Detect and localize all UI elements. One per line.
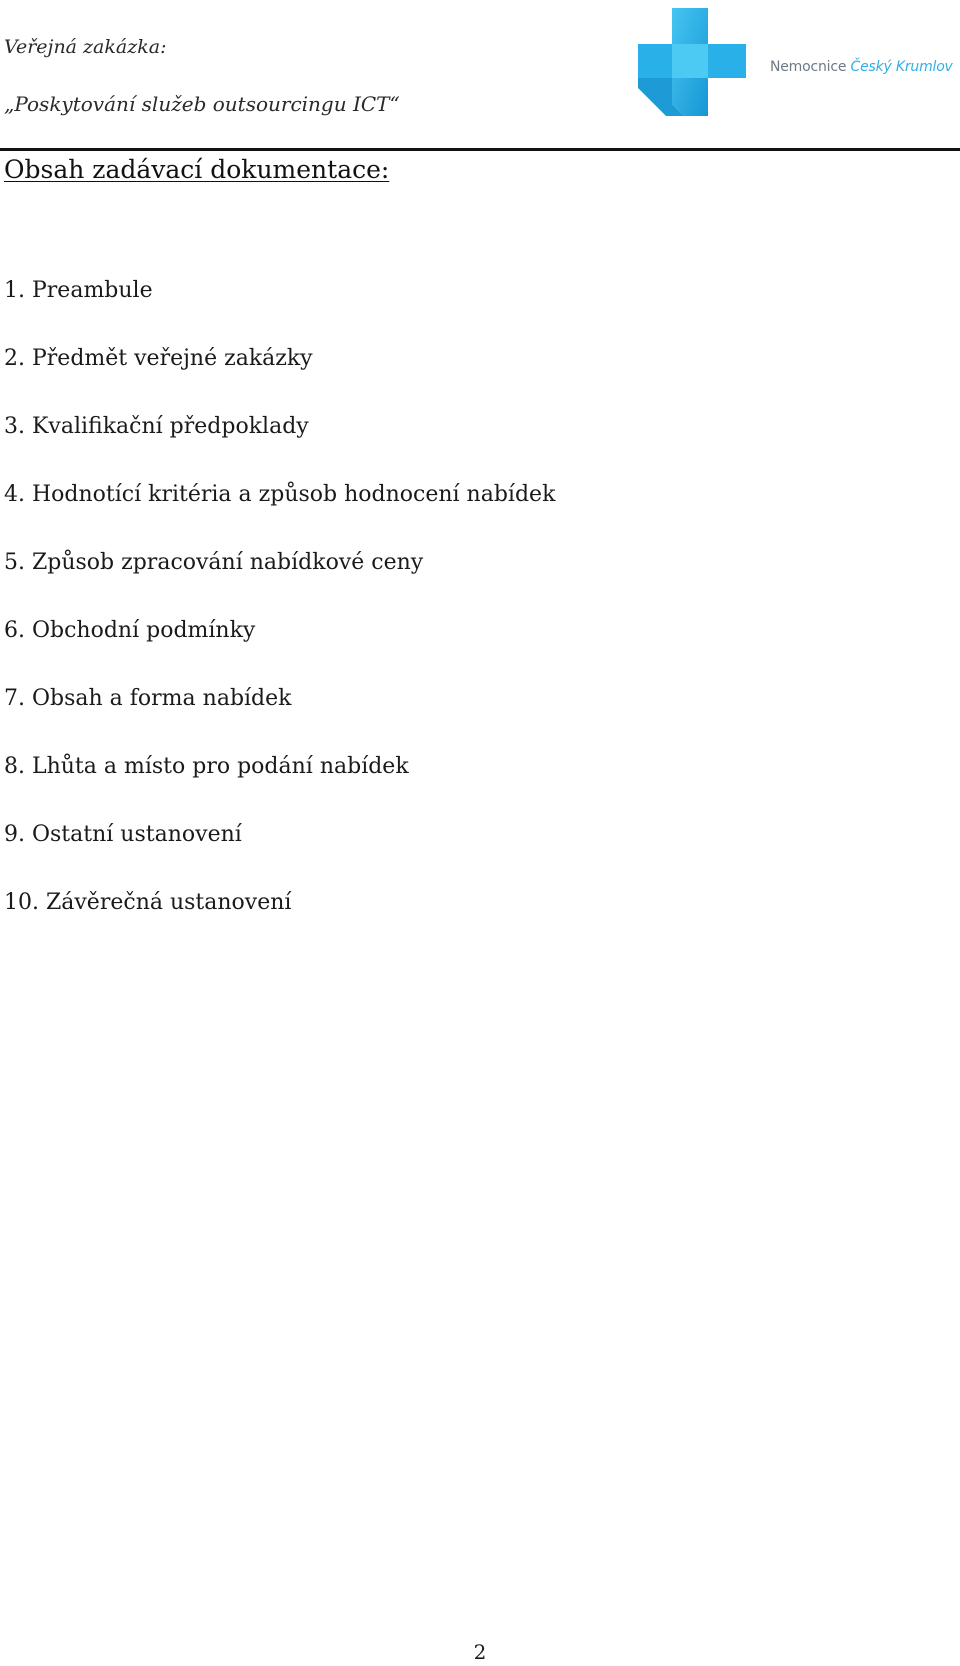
toc-title: Obsah zadávací dokumentace: [4, 155, 390, 184]
document-header [0, 0, 960, 150]
toc-item-nabidkova-cena: 5. Způsob zpracování nabídkové ceny [4, 550, 424, 575]
logo-wordmark [770, 59, 953, 75]
toc-item-hodnotici-kriteria: 4. Hodnotící kritéria a způsob hodnocení nabídek [4, 482, 556, 507]
toc-item-preambule: 1. Preambule [4, 278, 153, 303]
toc-item-predmet: 2. Předmět veřejné zakázky [4, 346, 313, 371]
toc-item-obsah-forma: 7. Obsah a forma nabídek [4, 686, 292, 711]
header-label: Veřejná zakázka: [4, 36, 167, 58]
toc-item-ostatni: 9. Ostatní ustanovení [4, 822, 242, 847]
header-contract-name: „Poskytování služeb outsourcingu ICT“ [4, 92, 400, 116]
logo-word-nemocnice: Nemocnice [770, 59, 847, 75]
logo-word-cesky-krumlov: Český Krumlov [850, 59, 953, 75]
page-number: 2 [473, 1640, 487, 1664]
toc-list [4, 257, 555, 937]
toc-item-kvalifikacni: 3. Kvalifikační předpoklady [4, 414, 309, 439]
toc-item-lhuta-misto: 8. Lhůta a místo pro podání nabídek [4, 754, 409, 779]
medical-cross-icon [636, 6, 748, 118]
toc-item-zaverecna: 10. Závěrečná ustanovení [4, 890, 292, 915]
hospital-logo [636, 6, 956, 126]
header-divider [0, 148, 960, 151]
toc-item-obchodni-podminky: 6. Obchodní podmínky [4, 618, 256, 643]
